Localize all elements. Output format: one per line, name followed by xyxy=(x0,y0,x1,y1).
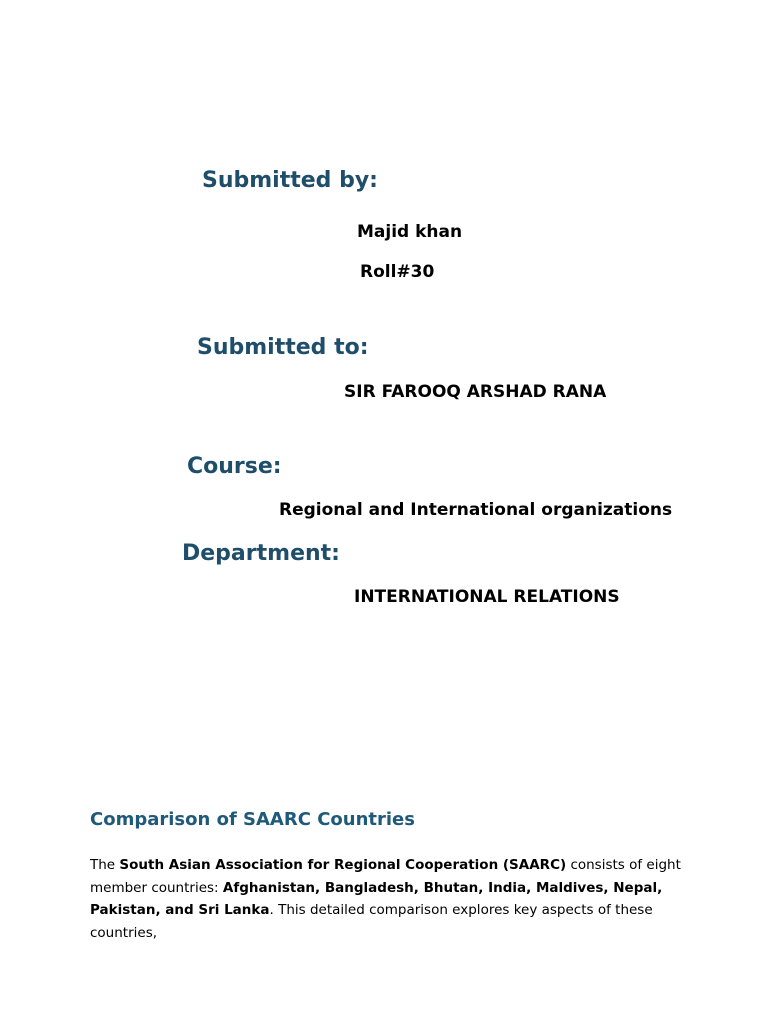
department-name: INTERNATIONAL RELATIONS xyxy=(354,587,620,607)
para-bold-saarc: South Asian Association for Regional Cooperation (SAARC) xyxy=(119,857,567,873)
para-bold-countries: Afghanistan, Bangladesh, Bhutan, India, Maldives, Nepal, Pakistan, and Sri Lanka xyxy=(90,879,663,918)
course-label: Course: xyxy=(187,454,282,479)
roll-number: Roll#30 xyxy=(360,262,435,282)
para-text-2: consists of eight member countries: xyxy=(90,857,681,896)
section-heading: Comparison of SAARC Countries xyxy=(90,809,415,830)
student-name: Majid khan xyxy=(357,222,463,242)
intro-paragraph xyxy=(90,854,690,944)
submitted-by-label: Submitted by: xyxy=(202,168,378,193)
department-label: Department: xyxy=(182,541,340,566)
para-text-3: . This detailed comparison explores key aspects of these countries, xyxy=(90,902,653,941)
para-text-1: The xyxy=(90,857,120,873)
course-name: Regional and International organizations xyxy=(279,500,673,520)
teacher-name: SIR FAROOQ ARSHAD RANA xyxy=(344,382,607,402)
submitted-to-label: Submitted to: xyxy=(197,335,369,360)
